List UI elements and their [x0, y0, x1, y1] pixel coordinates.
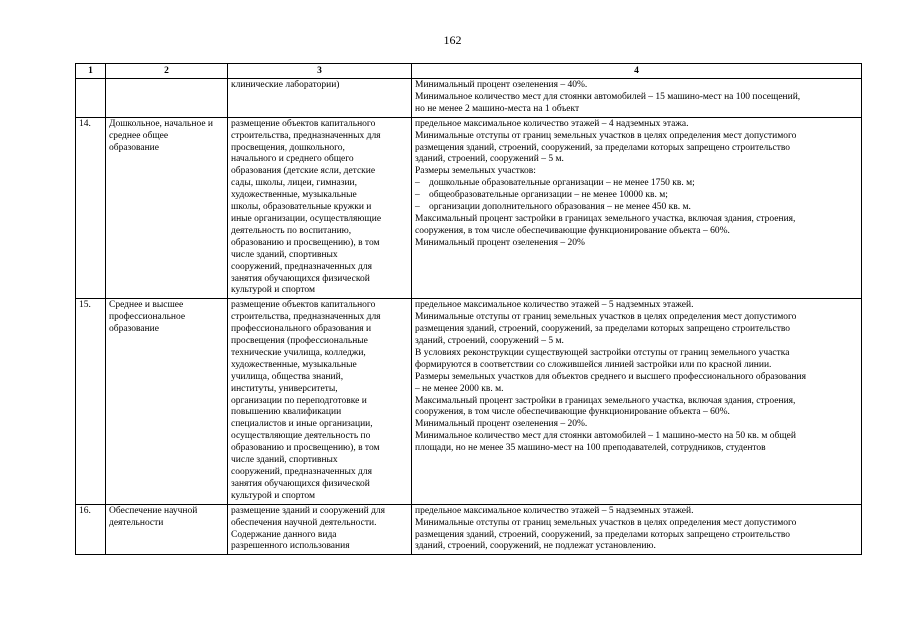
parameter-list-item-text: дошкольные образовательные организации – не менее 1750 кв. м; — [429, 178, 695, 189]
parameters-cell — [412, 117, 862, 299]
use-type-name-line: деятельности — [109, 517, 164, 528]
use-description-line: деятельность по воспитанию, — [231, 225, 352, 236]
use-description-line: начального и среднего общего — [231, 154, 354, 165]
use-description-line: размещение зданий и сооружений для — [231, 505, 386, 516]
use-type-name-line: Среднее и высшее — [109, 300, 184, 311]
use-description-line: осуществляющие деятельность по — [231, 431, 371, 442]
page-number: 162 — [443, 33, 462, 47]
land-use-table — [75, 63, 862, 555]
parameter-line: предельное максимальное количество этажей – 4 надземных этажа. — [415, 118, 689, 129]
parameter-list-item — [415, 178, 859, 190]
use-description-line: занятия обучающихся физической — [231, 478, 370, 489]
use-type-name-line: Обеспечение научной — [109, 505, 198, 516]
header-cell-4: 4 — [412, 64, 862, 79]
use-description-line: иные организации, осуществляющие — [231, 213, 382, 224]
list-dash: – — [415, 178, 420, 189]
use-description-line: строительства, предназначенных для — [231, 130, 381, 141]
parameter-list-item-text: организации дополнительного образования – не менее 450 кв. м. — [429, 202, 691, 213]
parameter-line: Максимальный процент застройки в границах земельного участка, включая здания, строения, — [415, 213, 796, 224]
parameter-line: сооружения, в том числе обеспечивающие функционирование объекта – 60%. — [415, 225, 730, 236]
parameter-list-item-text: общеобразовательные организации – не менее 10000 кв. м; — [429, 190, 668, 201]
parameter-line: Минимальный процент озеленения – 40%. — [415, 80, 588, 90]
use-description-line: сооружений, предназначенных для — [231, 261, 372, 272]
parameter-line: Минимальное количество мест для стоянки автомобилей – 1 машино-место на 50 кв. м общей — [415, 431, 796, 442]
use-description-line: повышению квалификации — [231, 407, 342, 418]
parameter-line: предельное максимальное количество этажей – 5 надземных этажей. — [415, 300, 694, 311]
use-description-line: клинические лаборатории) — [231, 80, 340, 90]
use-description-line: обеспечения научной деятельности. — [231, 517, 377, 528]
use-description-cell — [228, 299, 412, 504]
use-description-line: размещение объектов капитального — [231, 300, 376, 311]
use-description-line: художественные, музыкальные — [231, 190, 357, 201]
use-type-name-cell — [106, 299, 228, 504]
use-description-line: училища, общества знаний, — [231, 371, 344, 382]
use-description-cell — [228, 504, 412, 555]
parameter-line: Размеры земельных участков: — [415, 166, 536, 177]
parameter-list-item — [415, 202, 859, 214]
parameters-cell — [412, 299, 862, 504]
use-description-line: сооружений, предназначенных для — [231, 467, 372, 477]
header-cell-3: 3 — [228, 64, 412, 79]
parameter-line: Минимальный процент озеленения – 20%. — [415, 419, 588, 430]
parameter-line: размещения зданий, строений, сооружений, за пределами которых запрещено строительство — [415, 324, 791, 335]
parameter-line: зданий, строений, сооружений – 5 м. — [415, 154, 564, 165]
use-description-line: образования (детские ясли, детские — [231, 166, 376, 177]
parameter-line: но не менее 2 машино-места на 1 объект — [415, 103, 580, 114]
use-description-line: числе зданий, спортивных — [231, 249, 338, 260]
use-description-line: Содержание данного вида — [231, 529, 337, 540]
table-row — [76, 504, 862, 555]
use-description-line: занятия обучающихся физической — [231, 273, 370, 284]
use-description-cell — [228, 79, 412, 118]
parameter-line: размещения зданий, строений, сооружений, за пределами которых запрещено строительство — [415, 142, 791, 153]
parameter-line: зданий, строений, сооружений – 5 м. — [415, 336, 564, 347]
table-row — [76, 79, 862, 118]
use-description-line: строительства, предназначенных для — [231, 312, 381, 323]
use-description-line: сады, школы, лицеи, гимназии, — [231, 178, 358, 189]
parameter-line: Минимальный процент озеленения – 20% — [415, 237, 585, 248]
parameter-line: Минимальные отступы от границ земельных участков в целях определения мест допустимого — [415, 130, 797, 141]
parameter-line: зданий, строений, сооружений, не подлежат установлению. — [415, 541, 656, 552]
parameter-line: сооружения, в том числе обеспечивающие функционирование объекта – 60%. — [415, 407, 730, 418]
use-description-line: образованию и просвещению), в том — [231, 237, 380, 248]
use-type-name-cell — [106, 79, 228, 118]
use-description-line: образованию и просвещению), в том — [231, 443, 380, 454]
table-row — [76, 299, 862, 504]
parameter-line: В условиях реконструкции существующей застройки отступы от границ земельного участка — [415, 347, 790, 358]
parameter-line: площади, но не менее 35 машино-мест на 100 преподавателей, сотрудников, студентов — [415, 443, 766, 454]
use-type-name-line: образование — [109, 142, 159, 153]
use-description-line: школы, образовательные кружки и — [231, 202, 372, 213]
parameter-line: предельное максимальное количество этажей – 5 надземных этажей. — [415, 505, 694, 516]
table-header-row — [76, 64, 862, 79]
parameter-line: размещения зданий, строений, сооружений, за пределами которых запрещено строительство — [415, 529, 791, 540]
row-number-cell: 14. — [76, 117, 106, 299]
use-description-line: институты, университеты, — [231, 383, 338, 394]
use-description-line: специалистов и иные организации, — [231, 419, 373, 430]
parameter-line: формируются в соответствии со сложившейся линией застройки или по красной линии. — [415, 359, 772, 370]
parameter-list-item — [415, 190, 859, 202]
table-row — [76, 117, 862, 299]
parameter-line: Минимальные отступы от границ земельных участков в целях определения мест допустимого — [415, 517, 797, 528]
parameters-cell — [412, 504, 862, 555]
parameter-line: Размеры земельных участков для объектов среднего и высшего профессионального образования — [415, 371, 806, 382]
use-type-name-cell — [106, 504, 228, 555]
use-type-name-line: образование — [109, 324, 159, 335]
header-cell-2: 2 — [106, 64, 228, 79]
use-type-name-line: среднее общее — [109, 130, 169, 141]
parameter-line: Минимальное количество мест для стоянки автомобилей – 15 машино-мест на 100 посещений, — [415, 91, 801, 102]
list-dash: – — [415, 202, 420, 213]
use-description-line: числе зданий, спортивных — [231, 455, 338, 466]
header-cell-1: 1 — [76, 64, 106, 79]
use-description-line: размещение объектов капитального — [231, 118, 376, 129]
row-number-cell — [76, 79, 106, 118]
row-number-cell: 16. — [76, 504, 106, 555]
parameter-line: Минимальные отступы от границ земельных участков в целях определения мест допустимого — [415, 312, 797, 323]
use-description-line: просвещения (профессиональные — [231, 336, 368, 347]
use-description-line: культурой и спортом — [231, 285, 316, 296]
use-description-line: культурой и спортом — [231, 490, 316, 501]
use-description-line: технические училища, колледжи, — [231, 347, 366, 358]
use-description-cell — [228, 117, 412, 299]
list-dash: – — [415, 190, 420, 201]
use-type-name-line: Дошкольное, начальное и — [109, 118, 213, 129]
use-description-line: разрешенного использования — [231, 541, 350, 552]
use-type-name-line: профессиональное — [109, 312, 186, 323]
row-number-cell: 15. — [76, 299, 106, 504]
use-description-line: просвещения, дошкольного, — [231, 142, 345, 153]
parameter-line: Максимальный процент застройки в границах земельного участка, включая здания, строения, — [415, 395, 796, 406]
use-description-line: организации по переподготовке и — [231, 395, 367, 406]
use-type-name-cell — [106, 117, 228, 299]
parameter-line: – не менее 2000 кв. м. — [415, 383, 504, 394]
parameters-cell — [412, 79, 862, 118]
use-description-line: профессионального образования и — [231, 324, 372, 335]
use-description-line: художественные, музыкальные — [231, 359, 357, 370]
